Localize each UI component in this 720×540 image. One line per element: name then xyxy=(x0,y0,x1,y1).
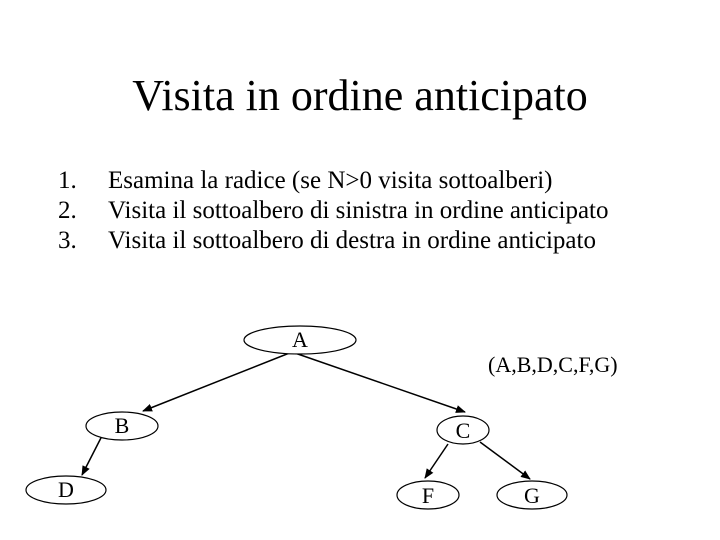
node-label: F xyxy=(421,483,435,508)
edge-c-f xyxy=(425,444,448,478)
node-label: D xyxy=(58,477,74,502)
step-text: Visita il sottoalbero di sinistra in ordine anticipato xyxy=(108,197,609,224)
edge-c-g xyxy=(480,442,530,479)
tree-node-g xyxy=(497,481,567,509)
tree-node-b xyxy=(86,412,158,440)
node-label: A xyxy=(292,327,308,352)
edge-a-b xyxy=(143,352,292,411)
tree-node-c xyxy=(437,416,489,444)
step-number: 2. xyxy=(58,197,77,224)
step-text: Visita il sottoalbero di destra in ordine anticipato xyxy=(108,227,596,254)
step-number: 3. xyxy=(58,227,77,254)
tree-node-a xyxy=(244,326,356,354)
node-label: B xyxy=(114,413,130,438)
step-text: Esamina la radice (se N>0 visita sottoalberi) xyxy=(108,167,553,194)
traversal-result: (A,B,D,C,F,G) xyxy=(488,352,618,377)
edge-a-c xyxy=(292,352,465,412)
tree-node-d xyxy=(26,476,106,504)
tree-node-f xyxy=(397,481,459,509)
slide-title: Visita in ordine anticipato xyxy=(132,71,588,120)
step-number: 1. xyxy=(58,167,77,194)
node-label: G xyxy=(524,483,540,508)
node-label: C xyxy=(455,418,471,443)
